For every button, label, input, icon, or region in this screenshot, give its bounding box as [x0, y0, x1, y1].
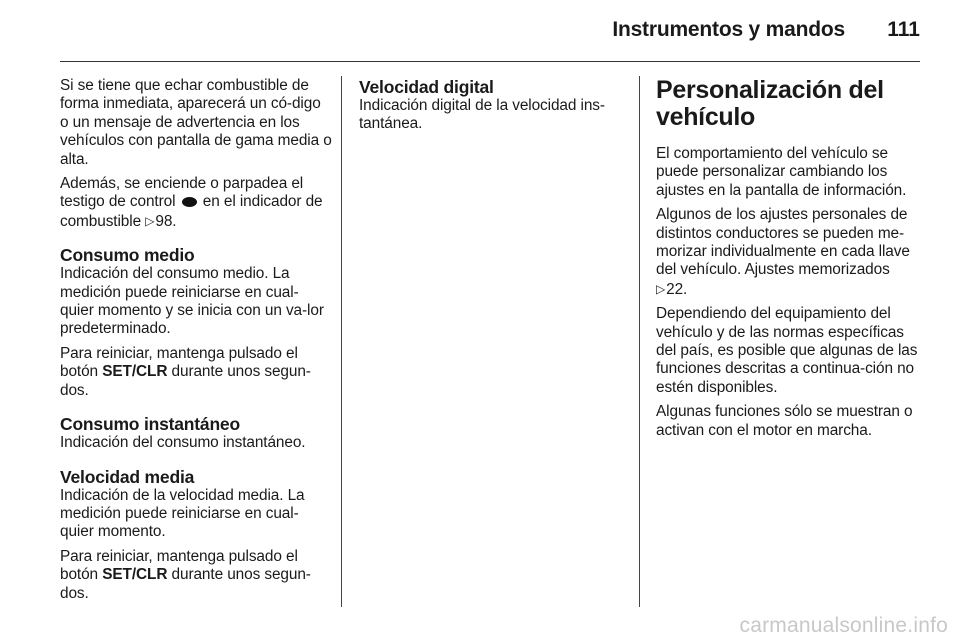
- velocidad-media-desc: Indicación de la velocidad media. La medición puede reiniciarse en cual-quier momento.: [60, 486, 305, 541]
- page-reference: 22.: [666, 280, 688, 298]
- fuel-indicator-text-a: Además, se enciende o parpadea el testigo de control: [60, 175, 304, 211]
- fuel-warning-light-icon: [182, 197, 197, 207]
- personalizacion-engine: Algunas funciones sólo se muestran o activan con el motor en marcha.: [656, 403, 913, 439]
- page-reference-icon: ▷: [656, 281, 666, 296]
- column-middle: [359, 77, 631, 140]
- reset-text-a: Para reiniciar, mantenga pulsado el botón: [60, 344, 298, 381]
- page-number: 111: [887, 18, 920, 41]
- column-divider: [341, 76, 342, 607]
- set-clr-button-label: SET/CLR: [102, 566, 168, 584]
- velocidad-media-reset: [60, 548, 332, 603]
- personalizacion-intro: El comportamiento del vehículo se puede personalizar cambiando los ajustes en la pantalla de información.: [656, 145, 907, 199]
- page-reference-icon: ▷: [145, 213, 155, 228]
- personalizacion-memory: [656, 206, 924, 299]
- column-right: [656, 77, 924, 446]
- memory-text: Algunos de los ajustes personales de distintos conductores se pueden me-morizar individualmente en cada llave del vehículo. Ajustes memorizados: [656, 206, 910, 279]
- heading-velocidad-media: Velocidad media: [60, 466, 195, 487]
- heading-personalizacion: Personalización del vehículo: [656, 76, 884, 131]
- heading-consumo-medio: Consumo medio: [60, 245, 195, 266]
- section-title: Instrumentos y mandos: [612, 18, 845, 41]
- consumo-medio-desc: Indicación del consumo medio. La medición puede reiniciarse en cual-quier momento y se inicia con un va-lor predeterminado.: [60, 265, 324, 338]
- fuel-indicator-paragraph: [60, 175, 332, 231]
- heading-velocidad-digital: Velocidad digital: [359, 77, 494, 97]
- set-clr-button-label: SET/CLR: [102, 363, 168, 381]
- personalizacion-equipment: Dependiendo del equipamiento del vehículo y de las normas específicas del país, es posible que algunas de las funciones descritas a continua-ción no estén disponibles.: [656, 305, 918, 396]
- column-divider: [639, 76, 640, 607]
- watermark: carmanualsonline.info: [739, 614, 948, 637]
- reset-text-b: durante unos segun-dos.: [60, 566, 311, 602]
- reset-text-b: durante unos segun-dos.: [60, 363, 311, 399]
- reset-text-a: Para reiniciar, mantenga pulsado el botón: [60, 547, 298, 584]
- velocidad-digital-desc: Indicación digital de la velocidad ins-tantánea.: [359, 97, 605, 133]
- page-header: [60, 0, 920, 62]
- heading-consumo-instantaneo: Consumo instantáneo: [60, 414, 240, 435]
- column-left: [60, 77, 332, 609]
- consumo-instantaneo-desc: Indicación del consumo instantáneo.: [60, 434, 306, 452]
- page-reference: 98.: [155, 212, 177, 230]
- consumo-medio-reset: [60, 345, 332, 400]
- fuel-warning-paragraph: Si se tiene que echar combustible de forma inmediata, aparecerá un có-digo o un mensaje de advertencia en los vehículos con pantalla de gama media o alta.: [60, 77, 332, 168]
- fuel-indicator-text-b: en el indicador de combustible: [60, 193, 323, 230]
